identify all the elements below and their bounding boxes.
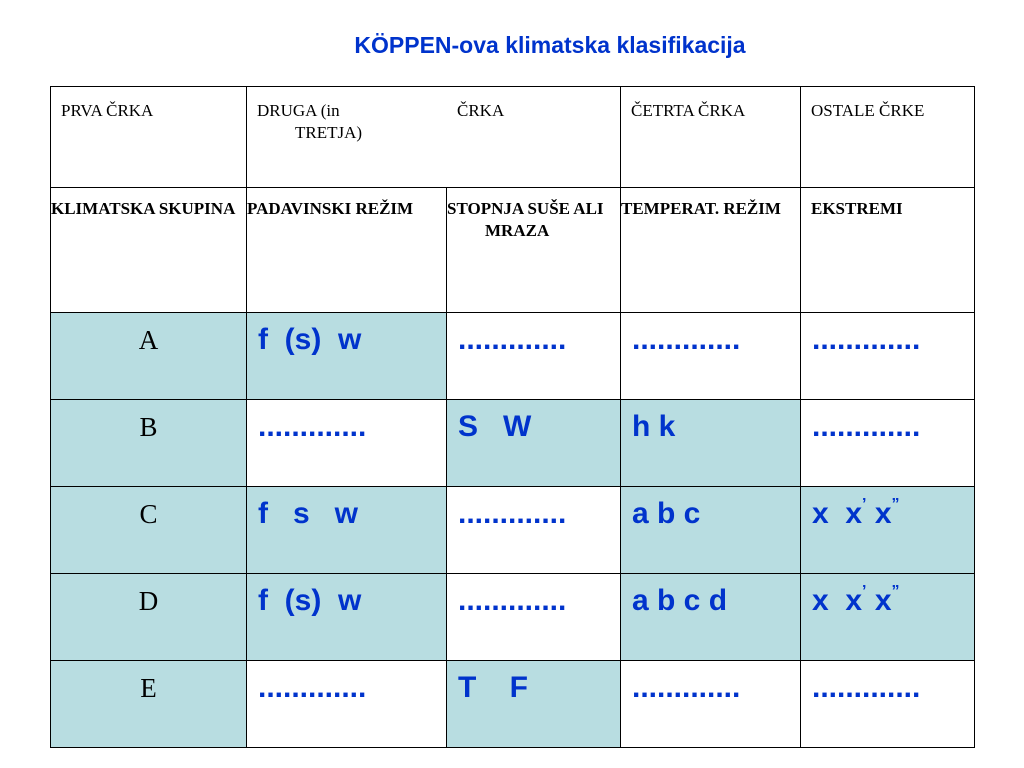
cell-value: ............. <box>812 671 921 704</box>
header-temperature-regime <box>621 188 801 313</box>
cell-value: T F <box>458 671 528 704</box>
header-drought-frost-label: STOPNJA SUŠE ALI MRAZA <box>447 199 604 240</box>
row-letter: C <box>139 499 158 529</box>
table-cell <box>247 400 447 487</box>
table-cell <box>447 574 621 661</box>
header-second-part-b: ČRKA <box>457 101 505 120</box>
cell-value: a b c <box>632 497 701 530</box>
row-letter-cell <box>51 487 247 574</box>
table-cell <box>801 574 975 661</box>
table-cell <box>447 487 621 574</box>
table-row <box>51 487 975 574</box>
row-letter-cell <box>51 313 247 400</box>
table-cell <box>621 400 801 487</box>
prime-mark: ’ <box>862 583 867 600</box>
row-letter-cell <box>51 661 247 748</box>
table-row <box>51 313 975 400</box>
table-cell <box>621 313 801 400</box>
header-second-third-label <box>247 87 620 144</box>
header-second-part-c: TRETJA) <box>295 123 363 142</box>
table-cell <box>247 313 447 400</box>
cell-value-part: x x <box>812 497 863 530</box>
prime-mark: ’ <box>862 496 867 513</box>
cell-value-part: x <box>866 584 892 617</box>
header-temperature-regime-label: TEMPERAT. REŽIM <box>621 199 781 218</box>
table-cell <box>621 661 801 748</box>
table-cell <box>447 313 621 400</box>
header-first-letter <box>51 87 247 188</box>
cell-value: ............. <box>812 323 921 356</box>
header-fourth-letter <box>621 87 801 188</box>
cell-value <box>801 574 974 618</box>
table-cell <box>621 574 801 661</box>
cell-value: ............. <box>258 671 367 704</box>
double-prime-mark: ” <box>891 496 900 513</box>
header-second-third-letter <box>247 87 621 188</box>
table-cell <box>801 313 975 400</box>
cell-value-part: x <box>866 497 892 530</box>
header-extremes-label: EKSTREMI <box>811 199 903 218</box>
header-second-part-a: DRUGA (in <box>257 101 340 120</box>
table-row <box>51 400 975 487</box>
table-cell <box>447 400 621 487</box>
row-letter: E <box>140 673 157 703</box>
table-cell <box>247 487 447 574</box>
cell-value: f (s) w <box>258 323 362 356</box>
row-letter-cell <box>51 574 247 661</box>
slide-title: KÖPPEN-ova klimatska klasifikacija <box>354 32 746 58</box>
cell-value: S W <box>458 410 532 443</box>
table-row <box>51 661 975 748</box>
table-cell <box>447 661 621 748</box>
row-letter: A <box>138 325 159 355</box>
table-cell <box>621 487 801 574</box>
cell-value: ............. <box>458 497 567 530</box>
table-cell <box>247 661 447 748</box>
cell-value: ............. <box>812 410 921 443</box>
header-row-categories <box>51 188 975 313</box>
table-row <box>51 574 975 661</box>
koppen-table <box>50 86 975 748</box>
header-first-letter-label: PRVA ČRKA <box>61 101 154 120</box>
header-fourth-letter-label: ČETRTA ČRKA <box>631 101 746 120</box>
header-other-letters <box>801 87 975 188</box>
row-letter: D <box>138 586 159 616</box>
cell-value: ............. <box>632 323 741 356</box>
table-cell <box>801 400 975 487</box>
cell-value: f (s) w <box>258 584 362 617</box>
double-prime-mark: ” <box>891 583 900 600</box>
table-cell <box>801 661 975 748</box>
header-row-letters <box>51 87 975 188</box>
header-extremes <box>801 188 975 313</box>
cell-value: a b c d <box>632 584 728 617</box>
table-cell <box>801 487 975 574</box>
cell-value <box>801 487 974 531</box>
cell-value: ............. <box>632 671 741 704</box>
cell-value: ............. <box>458 584 567 617</box>
header-other-letters-label: OSTALE ČRKE <box>811 101 925 120</box>
header-climate-group <box>51 188 247 313</box>
header-drought-frost <box>447 188 621 313</box>
row-letter-cell <box>51 400 247 487</box>
cell-value: h k <box>632 410 676 443</box>
header-precipitation-regime <box>247 188 447 313</box>
cell-value: ............. <box>458 323 567 356</box>
cell-value: ............. <box>258 410 367 443</box>
header-precipitation-regime-label: PADAVINSKI REŽIM <box>247 199 414 218</box>
cell-value-part: x x <box>812 584 863 617</box>
cell-value: f s w <box>258 497 359 530</box>
table-cell <box>247 574 447 661</box>
row-letter: B <box>139 412 158 442</box>
header-climate-group-label: KLIMATSKA SKUPINA <box>51 199 236 218</box>
